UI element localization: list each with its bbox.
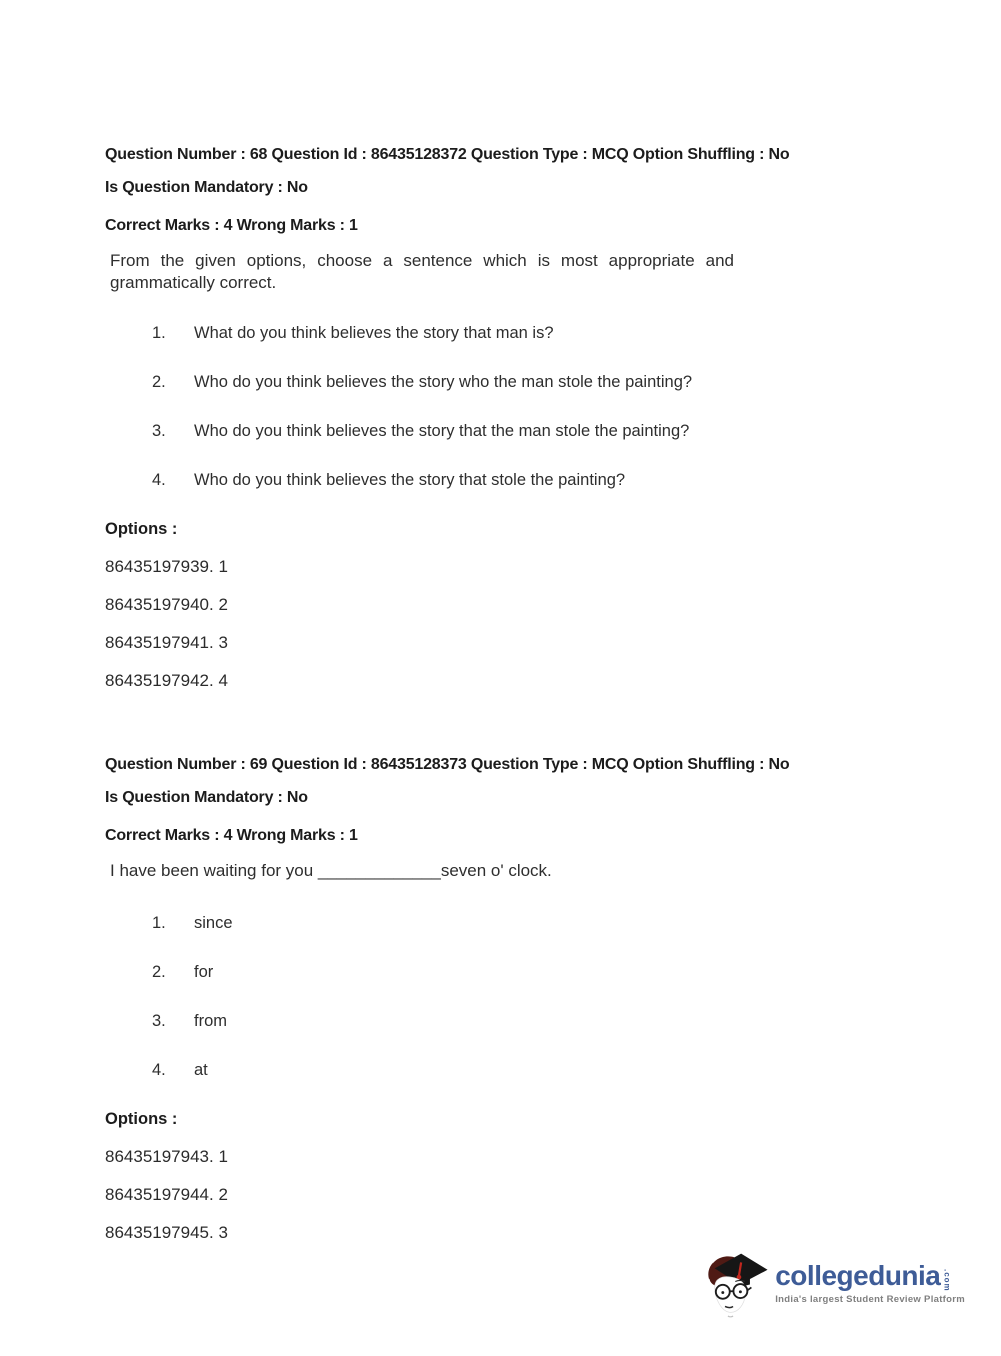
choice-text: for (194, 963, 214, 981)
choice-item (105, 1011, 915, 1031)
question-marks-line: Correct Marks : 4 Wrong Marks : 1 (105, 827, 358, 844)
question-block-69 (105, 755, 915, 1243)
brand-wrap (775, 1261, 965, 1306)
option-id: 86435197939. 1 (105, 557, 228, 576)
choice-item (105, 913, 915, 933)
page-content (105, 145, 915, 1261)
options-label: Options : (105, 1110, 178, 1128)
collegedunia-logo (703, 1246, 965, 1320)
choice-text: What do you think believes the story that man is? (194, 324, 554, 342)
choice-item (105, 470, 915, 490)
option-id: 86435197942. 4 (105, 671, 228, 690)
choice-item (105, 421, 915, 441)
option-id: 86435197943. 1 (105, 1147, 228, 1166)
choice-number: 3. (152, 422, 166, 440)
choice-text: since (194, 914, 233, 932)
choice-item (105, 372, 915, 392)
choice-text: Who do you think believes the story who the man stole the painting? (194, 373, 693, 391)
collegedunia-mascot-icon (703, 1246, 769, 1320)
question-block-68 (105, 145, 915, 691)
choice-item (105, 962, 915, 982)
choice-item (105, 1060, 915, 1080)
option-id: 86435197945. 3 (105, 1223, 228, 1242)
choice-text: Who do you think believes the story that stole the painting? (194, 471, 626, 489)
option-id: 86435197944. 2 (105, 1185, 228, 1204)
choice-number: 2. (152, 963, 166, 981)
choice-number: 2. (152, 373, 166, 391)
choice-number: 1. (152, 324, 166, 342)
choice-number: 1. (152, 914, 166, 932)
brand-tagline: India's largest Student Review Platform (775, 1294, 965, 1306)
question-text: From the given options, choose a sentence which is most appropriate and grammatically correct. (110, 251, 734, 292)
choice-item (105, 323, 915, 343)
question-mandatory-line: Is Question Mandatory : No (105, 179, 308, 196)
choice-text: Who do you think believes the story that the man stole the painting? (194, 422, 690, 440)
question-text: I have been waiting for you _____________seven o' clock. (110, 861, 552, 880)
choice-text: from (194, 1012, 227, 1030)
option-id: 86435197940. 2 (105, 595, 228, 614)
choice-number: 4. (152, 471, 166, 489)
question-meta-line: Question Number : 68 Question Id : 86435128372 Question Type : MCQ Option Shuffling : No (105, 146, 790, 163)
question-mandatory-line: Is Question Mandatory : No (105, 789, 308, 806)
question-meta-line: Question Number : 69 Question Id : 86435128373 Question Type : MCQ Option Shuffling : No (105, 756, 790, 773)
option-id: 86435197941. 3 (105, 633, 228, 652)
choice-number: 3. (152, 1012, 166, 1030)
choice-text: at (194, 1061, 208, 1079)
brand-tld: .com (942, 1268, 952, 1292)
brand-name: collegedunia (775, 1259, 941, 1291)
options-label: Options : (105, 520, 178, 538)
choice-number: 4. (152, 1061, 166, 1079)
question-marks-line: Correct Marks : 4 Wrong Marks : 1 (105, 217, 358, 234)
